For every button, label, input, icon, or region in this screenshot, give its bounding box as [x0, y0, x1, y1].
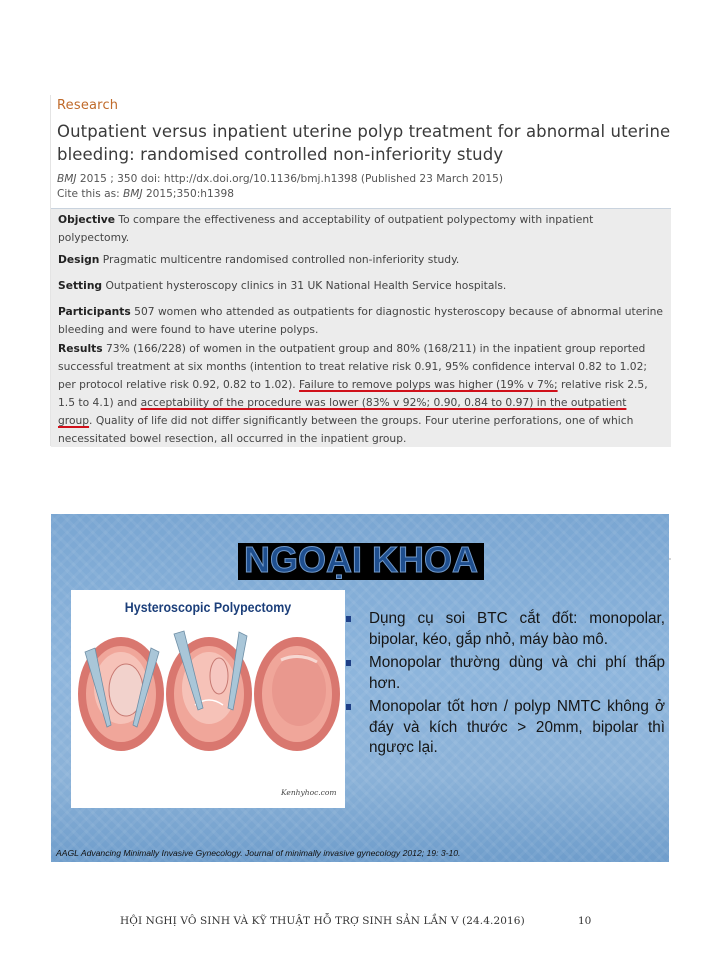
- article-panel: [50, 95, 671, 446]
- polypectomy-figure: [71, 590, 345, 808]
- bullet-list: [343, 609, 665, 762]
- abstract-objective: [58, 211, 663, 247]
- participants-label: Participants: [58, 305, 131, 318]
- bullet-text: Monopolar thường dùng và chi phí thấp hơn.: [369, 654, 665, 692]
- bullet-square-icon: [346, 660, 351, 666]
- highlight-acceptability: acceptability of the procedure was lower (83% v 92%; 0.90, 0.84 to 0.97) in the outpatient group: [58, 396, 627, 427]
- results-text-c: . Quality of life did not differ significantly between the groups. Four uterine perforations, one of which necessitated bowel resection, all occurred in the inpatient group.: [58, 414, 634, 445]
- bullet-text: Dụng cụ soi BTC cắt đốt: monopolar, bipolar, kéo, gắp nhỏ, máy bào mô.: [369, 610, 665, 648]
- abstract-participants: [58, 303, 663, 339]
- abstract-setting: [58, 277, 663, 295]
- cite-line: [57, 188, 234, 200]
- objective-label: Objective: [58, 213, 115, 226]
- objective-text: To compare the effectiveness and acceptability of outpatient polypectomy with inpatient polypectomy.: [58, 213, 594, 244]
- participants-text: 507 women who attended as outpatients for diagnostic hysteroscopy because of abnormal uterine bleeding and were found to have uterine polyps.: [58, 305, 664, 336]
- abstract-results: [58, 340, 663, 448]
- uterus-view-3: [254, 637, 340, 751]
- section-label: Research: [57, 98, 119, 113]
- bullet-item: [343, 697, 665, 759]
- polypectomy-illustration: [71, 590, 345, 808]
- design-label: Design: [58, 253, 100, 266]
- uterus-view-2: [166, 631, 252, 751]
- slide-reference: AAGL Advancing Minimally Invasive Gynecology. Journal of minimally invasive gynecology 2012; 19: 3-10.: [56, 848, 461, 858]
- results-text-a: 73% (166/228) of women in the outpatient group and 80% (168/211) in the inpatient group reported successful treatment at six months (intention to treat relative risk 0.91, 95% confidence interval 0.82 to 1.02; per protocol relative risk 0.92, 0.82 to 1.02).: [58, 342, 648, 391]
- abstract-design: [58, 251, 663, 269]
- results-label: Results: [58, 342, 103, 355]
- setting-label: Setting: [58, 279, 103, 292]
- figure-credit: Kenhyhoc.com: [281, 788, 337, 797]
- cite-journal: BMJ: [123, 188, 143, 200]
- bullet-square-icon: [346, 616, 351, 622]
- bullet-square-icon: [346, 704, 351, 710]
- slide-title: NGOẠI KHOA: [244, 539, 478, 580]
- cite-reference: 2015;350:h1398: [142, 188, 234, 200]
- uterus-view-1: [78, 637, 164, 751]
- publication-line: [57, 173, 503, 185]
- bullet-item: [343, 653, 665, 694]
- journal-name: BMJ: [57, 173, 77, 185]
- figure-title: Hysteroscopic Polypectomy: [124, 600, 292, 615]
- doi-info: 2015 ; 350 doi: http://dx.doi.org/10.1136/bmj.h1398 (Published 23 March 2015): [76, 173, 504, 185]
- results-text-b: relative risk 2.5, 1.5 to 4.1) and: [58, 378, 648, 409]
- page-number: 10: [578, 915, 592, 927]
- article-header: [51, 95, 671, 208]
- bullet-item: [343, 609, 665, 650]
- cite-prefix: Cite this as:: [57, 188, 124, 200]
- design-text: Pragmatic multicentre randomised controlled non-inferiority study.: [99, 253, 460, 266]
- slide-panel: [51, 514, 669, 862]
- footer-conference: HỘI NGHỊ VÔ SINH VÀ KỸ THUẬT HỖ TRỢ SINH SẢN LẦN V (24.4.2016): [120, 915, 525, 927]
- setting-text: Outpatient hysteroscopy clinics in 31 UK National Health Service hospitals.: [102, 279, 507, 292]
- abstract-box: [51, 208, 671, 447]
- bullet-text: Monopolar tốt hơn / polyp NMTC không ở đáy và kích thước > 20mm, bipolar thì ngược lại.: [369, 698, 665, 756]
- highlight-failure-rate: Failure to remove polyps was higher (19% v 7%;: [299, 378, 558, 391]
- article-title: Outpatient versus inpatient uterine polyp treatment for abnormal uterine bleeding: randomised controlled non-inferiority study: [57, 122, 671, 164]
